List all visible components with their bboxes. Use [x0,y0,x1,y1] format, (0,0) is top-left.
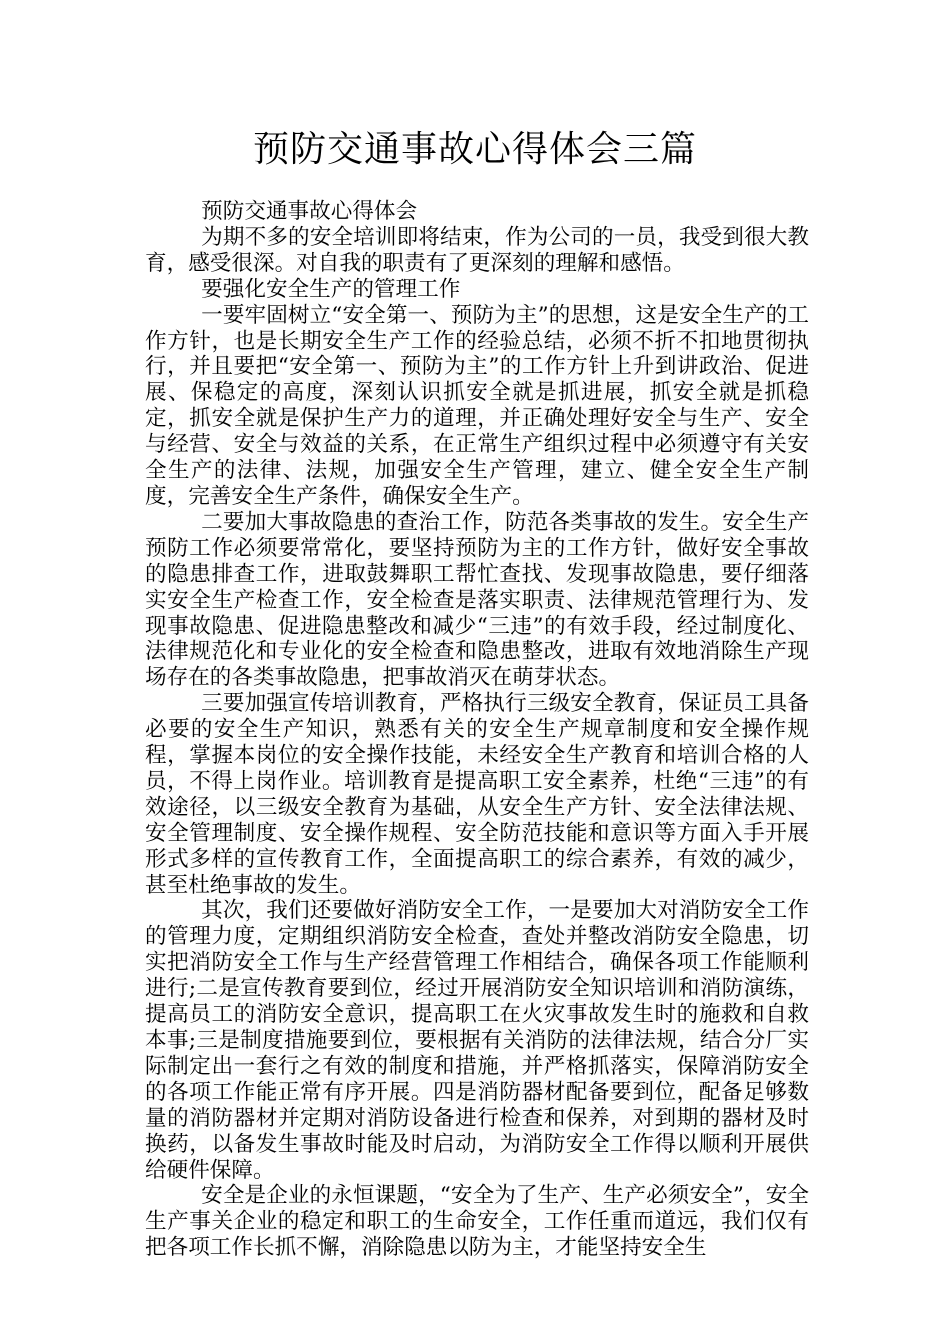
paragraph: 其次，我们还要做好消防安全工作，一是要加大对消防安全工作的管理力度，定期组织消防安全检查，查处并整改消防安全隐患，切实把消防安全工作与生产经营管理工作相结合，确保各项工作能顺利进行;二是宣传教育要到位，经过开展消防安全知识培训和消防演练，提高员工的消防安全意识，提高职工在火灾事故发生时的施救和自救本事;三是制度措施要到位，要根据有关消防的法律法规，结合分厂实际制定出一套行之有效的制度和措施，并严格抓落实，保障消防安全的各项工作能正常有序开展。四是消防器材配备要到位，配备足够数量的消防器材并定期对消防设备进行检查和保养，对到期的器材及时换药，以备发生事故时能及时启动，为消防安全工作得以顺利开展供给硬件保障。 [145,898,809,1183]
sub-heading: 要强化安全生产的管理工作 [201,276,461,302]
paragraph: 为期不多的安全培训即将结束，作为公司的一员，我受到很大教育，感受很深。对自我的职责有了更深刻的理解和感悟。 [145,224,809,276]
document-title: 预防交通事故心得体会三篇 [252,129,697,170]
section-heading: 预防交通事故心得体会 [201,199,418,224]
document-body [145,199,809,1261]
paragraph: 二要加大事故隐患的查治工作，防范各类事故的发生。安全生产预防工作必须要常常化，要坚持预防为主的工作方针，做好安全事故的隐患排查工作，进取鼓舞职工帮忙查找、发现事故隐患，要仔细落实安全生产检查工作，安全检查是落实职责、法律规范管理行为、发现事故隐患、促进隐患整改和减少“三违”的有效手段，经过制度化、法律规范化和专业化的安全检查和隐患整改，进取有效地消除生产现场存在的各类事故隐患，把事故消灭在萌芽状态。 [145,509,809,691]
paragraph: 一要牢固树立“安全第一、预防为主”的思想，这是安全生产的工作方针，也是长期安全生产工作的经验总结，必须不折不扣地贯彻执行，并且要把“安全第一、预防为主”的工作方针上升到讲政治、促进展、保稳定的高度，深刻认识抓安全就是抓进展，抓安全就是抓稳定，抓安全就是保护生产力的道理，并正确处理好安全与生产、安全与经营、安全与效益的关系，在正常生产组织过程中必须遵守有关安全生产的法律、法规，加强安全生产管理，建立、健全安全生产制度，完善安全生产条件，确保安全生产。 [145,302,809,509]
paragraph: 三要加强宣传培训教育，严格执行三级安全教育，保证员工具备必要的安全生产知识，熟悉有关的安全生产规章制度和安全操作规程，掌握本岗位的安全操作技能，未经安全生产教育和培训合格的人员，不得上岗作业。培训教育是提高职工安全素养，杜绝“三违”的有效途径，以三级安全教育为基础，从安全生产方针、安全法律法规、安全管理制度、安全操作规程、安全防范技能和意识等方面入手开展形式多样的宣传教育工作，全面提高职工的综合素养，有效的减少，甚至杜绝事故的发生。 [145,691,809,898]
paragraph: 安全是企业的永恒课题，“安全为了生产、生产必须安全”，安全生产事关企业的稳定和职工的生命安全，工作任重而道远，我们仅有把各项工作长抓不懈，消除隐患以防为主，才能坚持安全生 [145,1183,809,1261]
